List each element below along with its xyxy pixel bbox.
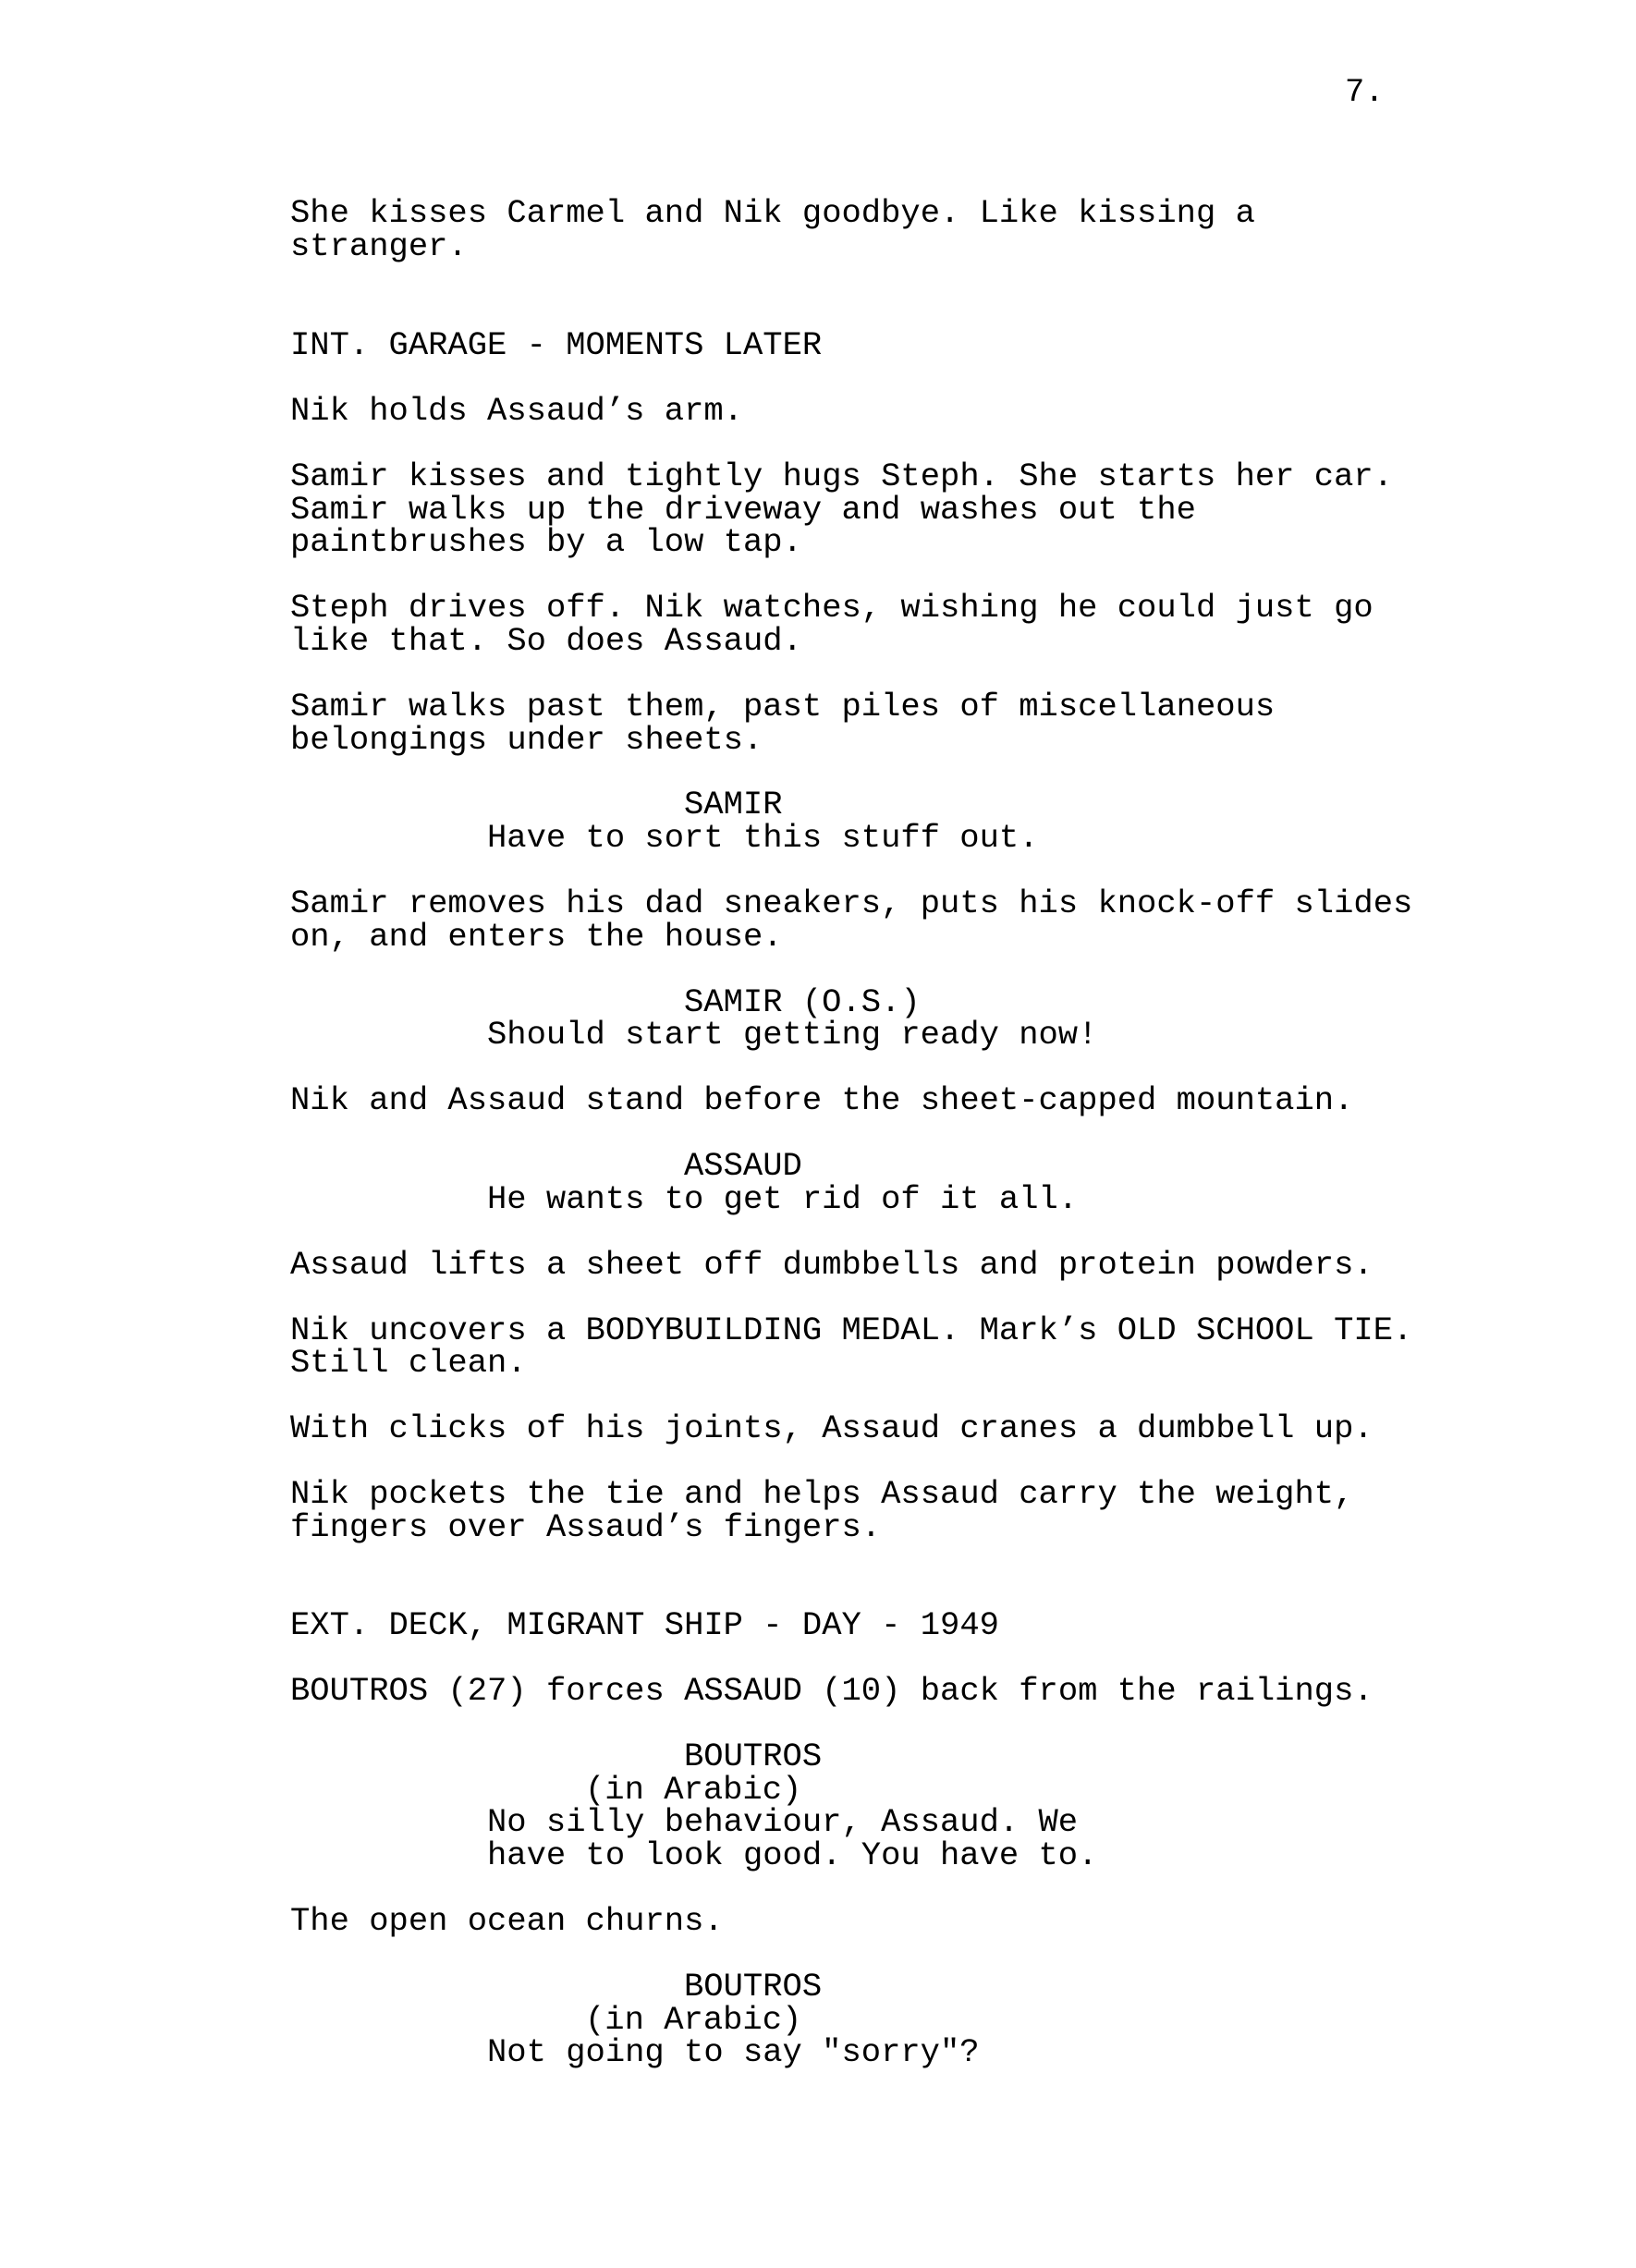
character-name: BOUTROS <box>684 1738 823 1775</box>
action-line: With clicks of his joints, Assaud cranes a dumbbell up. <box>290 1409 1374 1447</box>
parenthetical: (in Arabic) <box>585 1771 802 1809</box>
parenthetical: (in Arabic) <box>585 2001 802 2039</box>
action-line: Assaud lifts a sheet off dumbbells and protein powders. <box>290 1246 1374 1284</box>
character-name: ASSAUD <box>684 1147 802 1185</box>
action-line: like that. So does Assaud. <box>290 622 802 660</box>
action-line: on, and enters the house. <box>290 918 783 956</box>
action-line: Samir walks up the driveway and washes out the <box>290 491 1196 529</box>
character-name: BOUTROS <box>684 1968 823 2006</box>
action-line: fingers over Assaud’s fingers. <box>290 1508 882 1546</box>
action-line: stranger. <box>290 227 468 265</box>
action-line: Samir walks past them, past piles of miscellaneous <box>290 688 1276 726</box>
dialogue-line: No silly behaviour, Assaud. We <box>487 1803 1079 1841</box>
action-line: Nik and Assaud stand before the sheet-capped mountain. <box>290 1081 1354 1119</box>
action-line: The open ocean churns. <box>290 1902 724 1940</box>
action-line: She kisses Carmel and Nik goodbye. Like kissing a <box>290 194 1255 232</box>
character-name: SAMIR <box>684 786 783 823</box>
action-line: Nik pockets the tie and helps Assaud carry the weight, <box>290 1475 1354 1513</box>
dialogue-line: Have to sort this stuff out. <box>487 819 1039 857</box>
action-line: BOUTROS (27) forces ASSAUD (10) back from the railings. <box>290 1672 1374 1710</box>
action-line: Samir removes his dad sneakers, puts his knock-off slides <box>290 884 1413 922</box>
scene-heading: INT. GARAGE - MOMENTS LATER <box>290 326 823 364</box>
action-line: belongings under sheets. <box>290 721 763 759</box>
dialogue-line: Should start getting ready now! <box>487 1016 1098 1054</box>
action-line: Still clean. <box>290 1344 527 1382</box>
dialogue-line: Not going to say "sorry"? <box>487 2033 980 2071</box>
dialogue-line: have to look good. You have to. <box>487 1836 1098 1874</box>
action-line: Nik uncovers a BODYBUILDING MEDAL. Mark’s OLD SCHOOL TIE. <box>290 1311 1413 1349</box>
action-line: Nik holds Assaud’s arm. <box>290 392 743 430</box>
action-line: paintbrushes by a low tap. <box>290 523 802 561</box>
dialogue-line: He wants to get rid of it all. <box>487 1180 1079 1218</box>
scene-heading: EXT. DECK, MIGRANT SHIP - DAY - 1949 <box>290 1606 999 1644</box>
action-line: Steph drives off. Nik watches, wishing he could just go <box>290 589 1374 627</box>
page-number: 7. <box>1345 73 1385 111</box>
character-name: SAMIR (O.S.) <box>684 983 921 1021</box>
action-line: Samir kisses and tightly hugs Steph. She starts her car. <box>290 457 1393 495</box>
